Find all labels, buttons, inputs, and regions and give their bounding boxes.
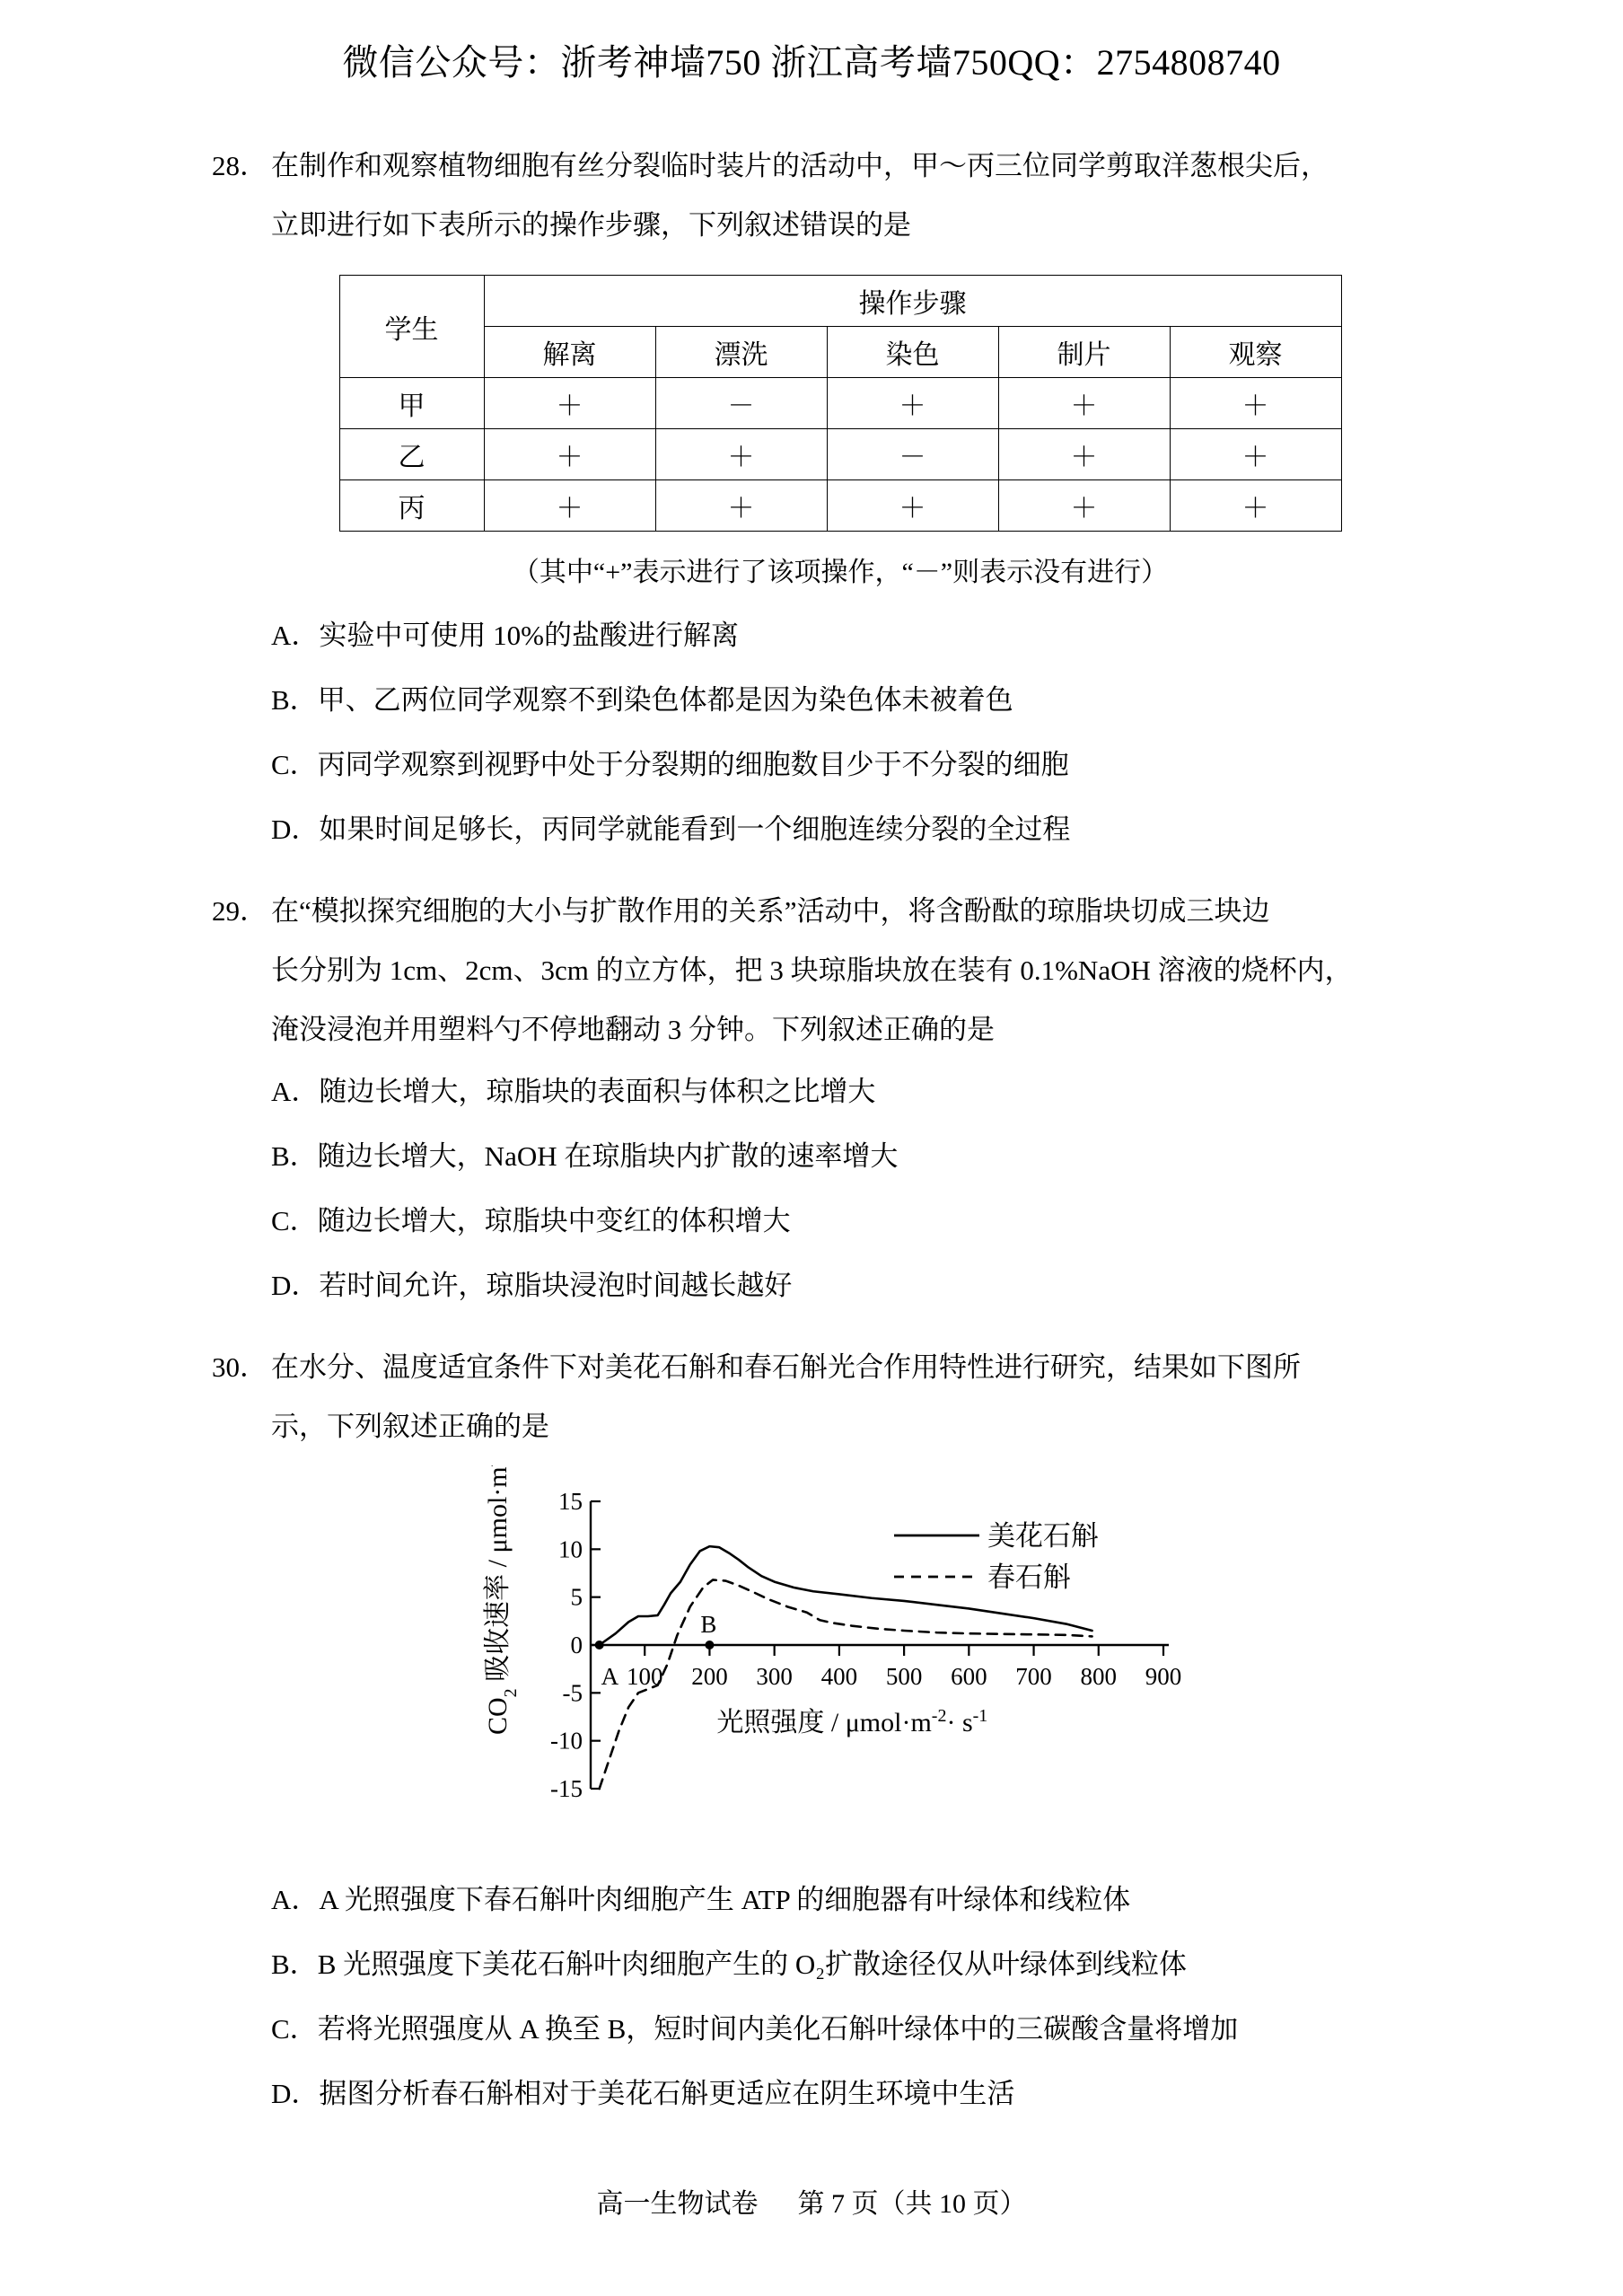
question-30-number: 30． bbox=[212, 1351, 268, 1383]
cell-jia-3: ＋ bbox=[827, 378, 998, 429]
option-text: 据图分析春石斛相对于美花石斛更适应在阴生环境中生活 bbox=[319, 2078, 1015, 2109]
page-content bbox=[212, 136, 1469, 2132]
option-text: 如果时间足够长，丙同学就能看到一个细胞连续分裂的全过程 bbox=[319, 814, 1071, 845]
row-student-jia: 甲 bbox=[339, 378, 484, 429]
option-text: 随边长增大，琼脂块中变红的体积增大 bbox=[317, 1205, 791, 1236]
header-step-3: 染色 bbox=[827, 327, 998, 378]
header-student: 学生 bbox=[339, 276, 484, 378]
svg-text:200: 200 bbox=[691, 1663, 728, 1690]
cell-jia-1: ＋ bbox=[484, 378, 655, 429]
svg-text:500: 500 bbox=[885, 1663, 923, 1690]
option-label: A． bbox=[271, 1076, 320, 1107]
question-28-option-c bbox=[212, 733, 1469, 797]
cell-jia-4: ＋ bbox=[998, 378, 1170, 429]
cell-bing-2: ＋ bbox=[655, 480, 827, 532]
svg-text:B: B bbox=[700, 1611, 717, 1638]
svg-text:100: 100 bbox=[626, 1663, 663, 1690]
question-30-option-a bbox=[212, 1868, 1469, 1932]
table-row bbox=[339, 378, 1341, 429]
row-student-bing: 丙 bbox=[339, 480, 484, 532]
svg-text:A: A bbox=[601, 1663, 619, 1690]
cell-yi-3: － bbox=[827, 429, 998, 480]
svg-text:300: 300 bbox=[756, 1663, 793, 1690]
svg-text:美花石斛: 美花石斛 bbox=[987, 1520, 1099, 1552]
cell-bing-4: ＋ bbox=[998, 480, 1170, 532]
option-text: 甲、乙两位同学观察不到染色体都是因为染色体未被着色 bbox=[317, 684, 1013, 716]
option-text: 随边长增大，NaOH 在琼脂块内扩散的速率增大 bbox=[317, 1140, 899, 1172]
cell-jia-2: － bbox=[655, 378, 827, 429]
svg-text:CO2 吸收速率 / μmol·m-2· s-1: $CO_2$ 吸收速率 / μmol·m bbox=[483, 1466, 521, 1735]
question-29-stem: 29． 在“模拟探究细胞的大小与扩散作用的关系”活动中，将含酚酞的琼脂块切成三块边 bbox=[212, 882, 1469, 941]
header-step-5: 观察 bbox=[1170, 327, 1341, 378]
option-text: 实验中可使用 10%的盐酸进行解离 bbox=[319, 620, 739, 651]
header-step-2: 漂洗 bbox=[655, 327, 827, 378]
cell-bing-3: ＋ bbox=[827, 480, 998, 532]
question-29-number: 29． bbox=[212, 895, 268, 927]
svg-text:400: 400 bbox=[820, 1663, 858, 1690]
option-text: 若将光照强度从 A 换至 B，短时间内美化石斛叶绿体中的三碳酸含量将增加 bbox=[317, 2013, 1239, 2045]
header-step-4: 制片 bbox=[998, 327, 1170, 378]
question-28-option-d bbox=[212, 797, 1469, 862]
cell-bing-5: ＋ bbox=[1170, 480, 1341, 532]
question-28-number: 28． bbox=[212, 150, 268, 181]
question-30-option-d bbox=[212, 2062, 1469, 2126]
cell-yi-4: ＋ bbox=[998, 429, 1170, 480]
svg-text:800: 800 bbox=[1080, 1663, 1118, 1690]
question-30-option-b bbox=[212, 1932, 1469, 1997]
header-step-1: 解离 bbox=[484, 327, 655, 378]
option-label: A． bbox=[271, 620, 320, 651]
svg-text:光照强度 / μmol·m-2· s-1: 光照强度 / $\mu mol\cdot m^{-2}\cdot s^{-1}$ bbox=[716, 1706, 988, 1737]
question-29: 29． 在“模拟探究细胞的大小与扩散作用的关系”活动中，将含酚酞的琼脂块切成三块边 长分别为 1cm、2cm、3cm 的立方体，把 3 块琼脂块放在装有 0.1%NaOH 溶液的烧杯内， 淹没浸泡并用塑料勺不停地翻动 3 分钟。下列叙述正确的是 A．随边长增大，琼脂块的表面积与体积之比增大 B．随边长增大，NaOH 在琼脂块内扩散的速率增大 C．随边长增大，琼脂块中变红的体积增大 D．若时间允许，琼脂块浸泡时间越长越好 bbox=[212, 882, 1469, 1318]
watermark-header: 微信公众号：浙考神墙750 浙江高考墙750QQ：2754808740 bbox=[342, 42, 1281, 83]
question-30-stem: 30． 在水分、温度适宜条件下对美花石斛和春石斛光合作用特性进行研究，结果如下图所 bbox=[212, 1338, 1469, 1397]
question-29-option-b bbox=[212, 1124, 1469, 1189]
table-row bbox=[339, 480, 1341, 532]
cell-jia-5: ＋ bbox=[1170, 378, 1341, 429]
cell-bing-1: ＋ bbox=[484, 480, 655, 532]
question-30-option-c bbox=[212, 1997, 1469, 2062]
option-label: C． bbox=[271, 1205, 318, 1236]
option-label: B． bbox=[271, 1949, 318, 1980]
photosynthesis-chart-wrapper bbox=[212, 1465, 1469, 1852]
operation-steps-table bbox=[339, 275, 1342, 532]
question-30: 30． 在水分、温度适宜条件下对美花石斛和春石斛光合作用特性进行研究，结果如下图所 示，下列叙述正确的是 -15 -10 -5 0 5 10 15 100 200 300 400 500 600 700 800 900 A B 美花石斛 春石斛 光照强度 / $\mu mol\cdot m^{-2}\cdot s^{-1}$ $CO_2$ 吸收速率 / μmol·m A．A 光照强度下春石斛叶肉细胞产生 ATP 的细胞器有叶绿体和线粒体 B．B 光照强度下美花石斛叶肉细胞产生的 O₂扩散途径仅从叶绿体到线粒体 C．若将光照强度从 A 换至 B，短时间内美化石斛叶绿体中的三碳酸含量将增加 D．据图分析春石斛相对于美花石斛更适应在阴生环境中生活 bbox=[212, 1338, 1469, 2126]
option-label: C． bbox=[271, 2013, 318, 2045]
svg-text:-10: -10 bbox=[550, 1727, 583, 1755]
question-28-stem: 28． 在制作和观察植物细胞有丝分裂临时装片的活动中，甲～丙三位同学剪取洋葱根尖后， bbox=[212, 136, 1469, 196]
option-label: B． bbox=[271, 684, 318, 716]
question-28-option-b bbox=[212, 668, 1469, 733]
table-header-row bbox=[339, 276, 1341, 327]
option-label: A． bbox=[271, 1884, 320, 1915]
footer-page-info: 第 7 页（共 10 页） bbox=[797, 2189, 1027, 2219]
footer-doc-title: 高一生物试卷 bbox=[596, 2189, 759, 2219]
photosynthesis-chart bbox=[472, 1465, 1208, 1852]
question-29-option-a bbox=[212, 1060, 1469, 1124]
question-28-option-a bbox=[212, 603, 1469, 668]
option-label: B． bbox=[271, 1140, 318, 1172]
question-29-option-d bbox=[212, 1254, 1469, 1318]
svg-text:-15: -15 bbox=[550, 1775, 583, 1802]
header-steps-group: 操作步骤 bbox=[484, 276, 1341, 327]
cell-yi-2: ＋ bbox=[655, 429, 827, 480]
option-label: D． bbox=[271, 2078, 320, 2109]
page-footer bbox=[0, 2181, 1623, 2221]
question-28: 28． 在制作和观察植物细胞有丝分裂临时装片的活动中，甲～丙三位同学剪取洋葱根尖后， 立即进行如下表所示的操作步骤，下列叙述错误的是 学生 操作步骤 解离 漂洗 染色 制片 观察 甲 ＋ － ＋ ＋ ＋ 乙 ＋ ＋ － ＋ ＋ 丙 ＋ ＋ ＋ ＋ ＋ （其中“+”表示进行了该项操作，“－”则表示没有进行） A．实验中可使用 10%的盐酸进行解离 B．甲、乙两位同学观察不到染色体都是因为染色体未被着色 C．丙同学观察到视野中处于分裂期的细胞数目少于不分裂的细胞 D．如果时间足够长，丙同学就能看到一个细胞连续分裂的全过程 bbox=[212, 136, 1469, 862]
svg-text:15: 15 bbox=[558, 1488, 583, 1515]
svg-text:-5: -5 bbox=[562, 1679, 583, 1707]
svg-text:600: 600 bbox=[951, 1663, 987, 1690]
option-label: D． bbox=[271, 1270, 320, 1301]
table-subheader-row bbox=[339, 327, 1341, 378]
table-note: （其中“+”表示进行了该项操作，“－”则表示没有进行） bbox=[512, 558, 1169, 587]
option-text: 丙同学观察到视野中处于分裂期的细胞数目少于不分裂的细胞 bbox=[317, 749, 1069, 780]
svg-text:春石斛: 春石斛 bbox=[987, 1561, 1071, 1593]
svg-text:700: 700 bbox=[1015, 1663, 1052, 1690]
cell-yi-1: ＋ bbox=[484, 429, 655, 480]
svg-text:5: 5 bbox=[570, 1583, 583, 1611]
cell-yi-5: ＋ bbox=[1170, 429, 1341, 480]
chart-svg bbox=[472, 1465, 1208, 1852]
option-text: 若时间允许，琼脂块浸泡时间越长越好 bbox=[319, 1270, 793, 1301]
table-row bbox=[339, 429, 1341, 480]
option-text: 随边长增大，琼脂块的表面积与体积之比增大 bbox=[319, 1076, 876, 1107]
svg-text:0: 0 bbox=[570, 1632, 583, 1658]
svg-text:900: 900 bbox=[1145, 1663, 1182, 1690]
option-label: D． bbox=[271, 814, 320, 845]
option-text: B 光照强度下美花石斛叶肉细胞产生的 O₂扩散途径仅从叶绿体到线粒体 bbox=[317, 1949, 1188, 1980]
option-text: A 光照强度下春石斛叶肉细胞产生 ATP 的细胞器有叶绿体和线粒体 bbox=[319, 1884, 1131, 1915]
steps-table-wrapper bbox=[212, 275, 1469, 532]
row-student-yi: 乙 bbox=[339, 429, 484, 480]
question-29-option-c bbox=[212, 1189, 1469, 1254]
svg-text:10: 10 bbox=[558, 1535, 583, 1563]
option-label: C． bbox=[271, 749, 318, 780]
